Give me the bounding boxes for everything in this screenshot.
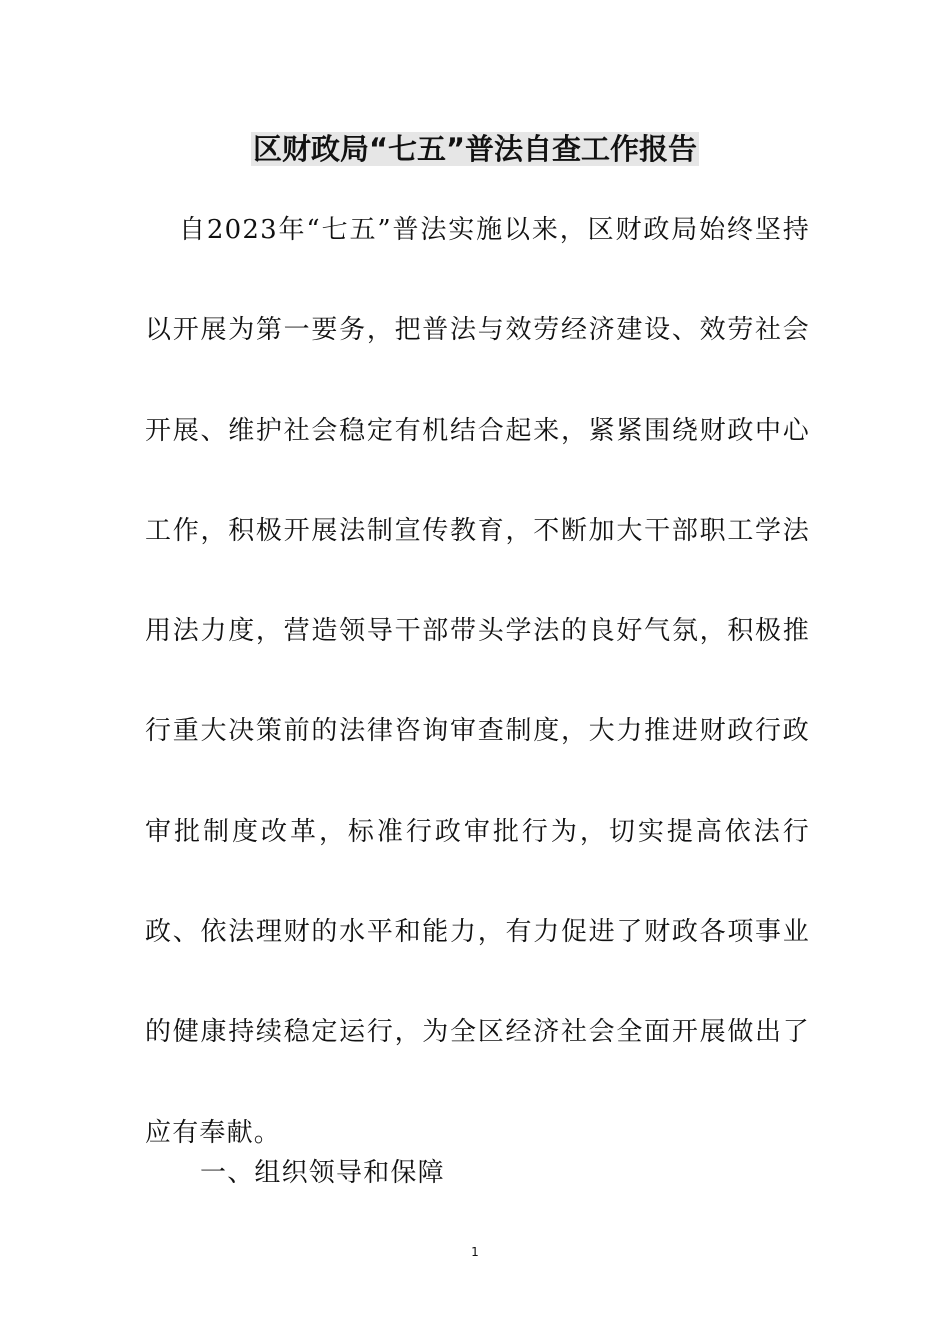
body-paragraph: 自2023年“七五”普法实施以来，区财政局始终坚持以开展为第一要务，把普法与效劳经济建设、效劳社会开展、维护社会稳定有机结合起来，紧紧围绕财政中心工作，积极开展法制宣传教育，不断加大干部职工学法用法力度，营造领导干部带头学法的良好气氛，积极推行重大决策前的法律咨询审查制度，大力推进财政行政审批制度改革，标准行政审批行为，切实提高依法行政、依法理财的水平和能力，有力促进了财政各项事业的健康持续稳定运行，为全区经济社会全面开展做出了应有奉献。	[145, 215, 810, 1148]
document-title	[0, 128, 950, 170]
page-number: 1	[471, 1245, 479, 1259]
section-heading: 一、组织领导和保障	[200, 1158, 445, 1188]
document-title-text: 区财政局“七五”普法自查工作报告	[252, 132, 698, 166]
